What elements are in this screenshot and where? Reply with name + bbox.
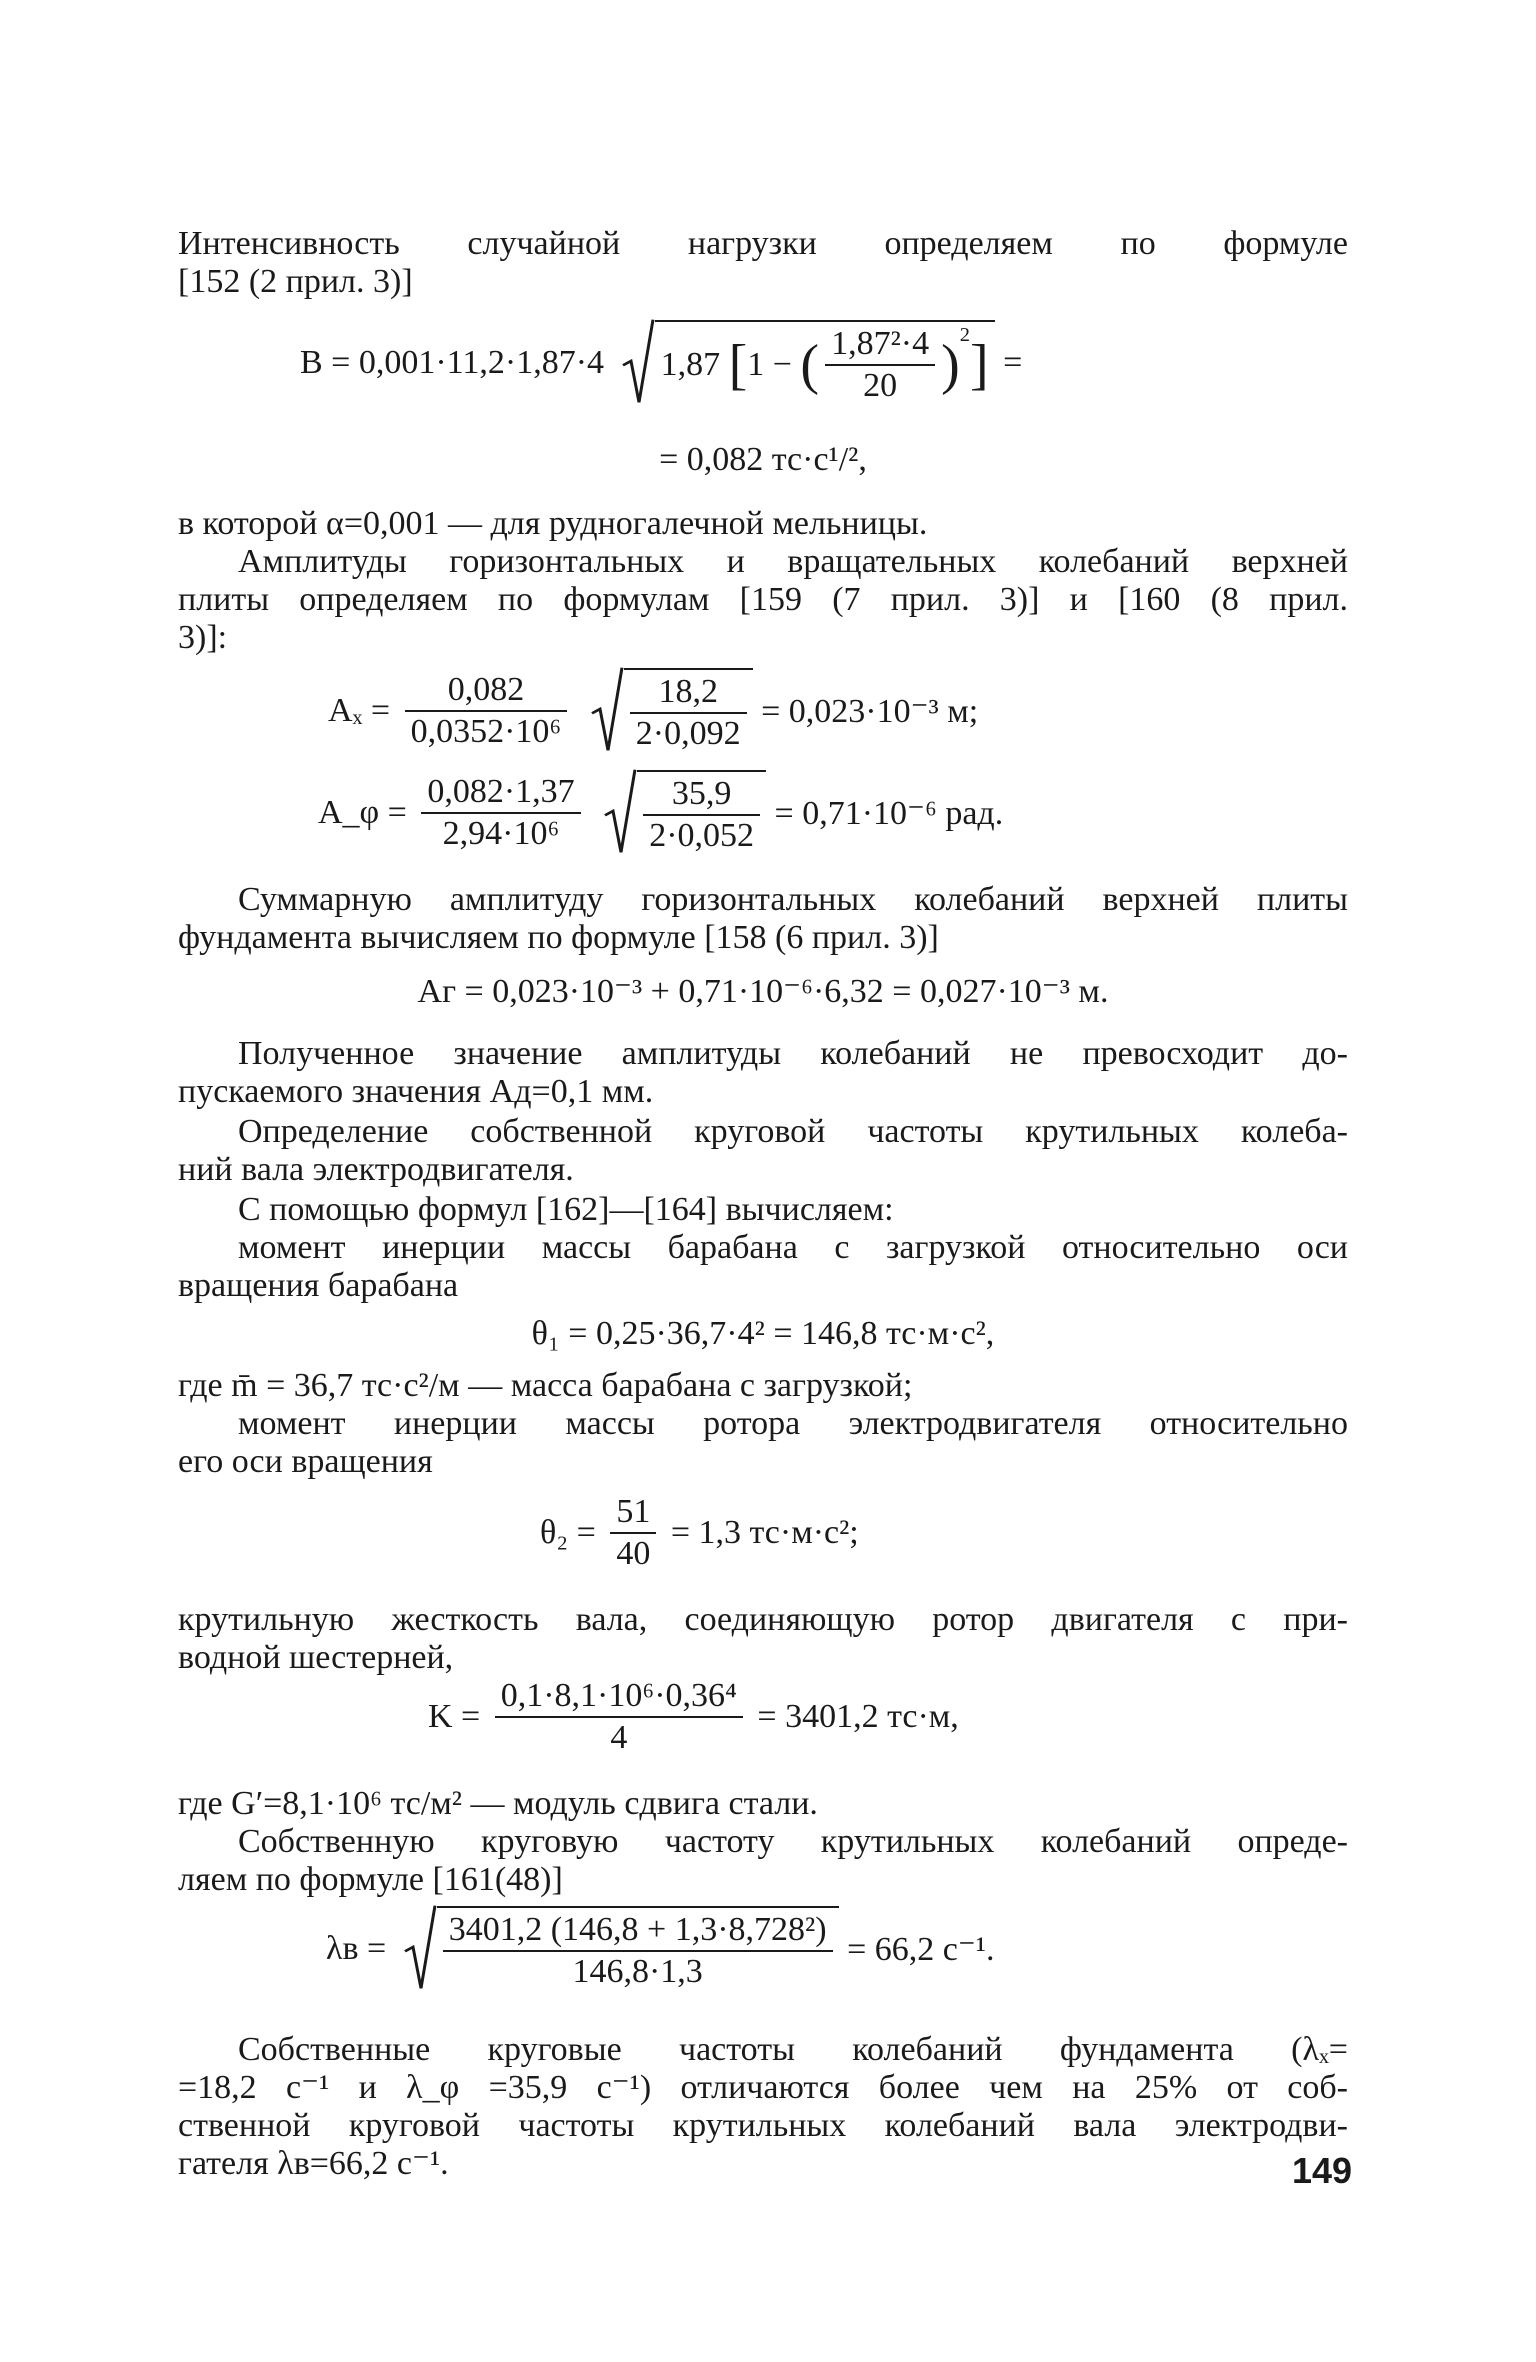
formula-result: = 0,082 тс·с¹/², xyxy=(659,441,867,478)
paragraph-line: его оси вращения xyxy=(178,1443,433,1480)
fraction: $\frac{0,082}{\text{0,0352·10⁶}}$ xyxy=(405,670,568,752)
paragraph-line: момент инерции массы барабана с загрузкой относительно оси xyxy=(238,1229,1348,1266)
formula-theta2 xyxy=(540,1492,1140,1582)
formula-lhs: Aₓ = xyxy=(328,692,391,729)
paragraph-line: С помощью формул [162]—[164] вычисляем: xyxy=(238,1191,894,1228)
paragraph-line: 3)]: xyxy=(178,619,228,656)
fraction: $\frac{\text{1,87²·4}}{20}$ xyxy=(825,324,935,406)
paragraph-line: где G′=8,1·10⁶ тс/м² — модуль сдвига стали. xyxy=(178,1785,818,1822)
formula-lhs: A_φ = xyxy=(318,794,407,831)
formula-result: = 0,023·10⁻³ м; xyxy=(761,693,979,730)
formula-lhs: B = 0,001·11,2·1,87·4 xyxy=(300,344,605,381)
formula-result: = 66,2 с⁻¹. xyxy=(847,1931,995,1968)
formula-theta1: θ₁ = 0,25·36,7·4² = 146,8 тс·м·с², xyxy=(531,1315,995,1352)
formula-lhs: θ₂ = xyxy=(540,1514,596,1551)
paragraph-line: [152 (2 прил. 3)] xyxy=(178,263,413,300)
page-number: 149 xyxy=(1292,2150,1353,2191)
formula-intensity: B = 0,001·11,2·1,87·4 1,87 [1 − ( $\frac{\text{1,87²·4}}{20}$ )$^2$] = xyxy=(300,320,1300,430)
sqrt-expression: $\frac{18,2}{2\cdot 0,092}$ xyxy=(590,668,753,754)
paragraph-line: ственной круговой частоты крутильных колебаний вала электродви- xyxy=(178,2107,1348,2144)
sqrt-expression: 1,87 [1 − ( $\frac{\text{1,87²·4}}{20}$ )$^2$] xyxy=(621,320,995,406)
formula-lhs: K = xyxy=(428,1698,481,1735)
paragraph-line: гателя λв=66,2 с⁻¹. xyxy=(178,2145,449,2182)
fraction: $\frac{\text{0,1·8,1·10⁶·0,36⁴}}{4}$ xyxy=(495,1676,743,1758)
sqrt-expression: $\frac{35,9}{2\cdot 0,052}$ xyxy=(603,770,766,856)
formula-ax xyxy=(328,668,1228,758)
paragraph-line: Интенсивность случайной нагрузки определяем по формуле xyxy=(178,225,1348,262)
paragraph-line: ляем по формуле [161(48)] xyxy=(178,1861,563,1898)
paragraph-line: Амплитуды горизонтальных и вращательных колебаний верхней xyxy=(238,543,1348,580)
formula-lhs: λв = xyxy=(326,1930,387,1967)
paragraph-line: ний вала электродвигателя. xyxy=(178,1151,574,1188)
paragraph-line: пускаемого значения Aд=0,1 мм. xyxy=(178,1073,654,1110)
formula-lambda xyxy=(326,1906,1286,1996)
fraction: $\frac{51}{40}$ xyxy=(610,1492,656,1574)
paragraph-line: фундамента вычисляем по формуле [158 (6 прил. 3)] xyxy=(178,919,939,956)
paragraph-line: плиты определяем по формулам [159 (7 прил. 3)] и [160 (8 прил. xyxy=(178,581,1348,618)
formula-aphi xyxy=(318,770,1238,860)
formula-total-amplitude: Aг = 0,023·10⁻³ + 0,71·10⁻⁶·6,32 = 0,027·10⁻³ м. xyxy=(417,973,1109,1010)
paragraph-line: вращения барабана xyxy=(178,1267,459,1304)
paragraph-line: Суммарную амплитуду горизонтальных колебаний верхней плиты xyxy=(238,881,1348,918)
paragraph-line: Собственную круговую частоту крутильных колебаний опреде- xyxy=(238,1823,1348,1860)
radicand-value: 1,87 xyxy=(660,346,721,383)
formula-result: = 0,71·10⁻⁶ рад. xyxy=(774,795,1004,832)
paragraph-line: Определение собственной круговой частоты крутильных колеба- xyxy=(238,1113,1348,1150)
paragraph-line: Полученное значение амплитуды колебаний не превосходит до- xyxy=(238,1035,1348,1072)
paragraph-line: водной шестерней, xyxy=(178,1639,454,1676)
fraction: $\frac{0,082\cdot 1,37}{\text{2,94·10⁶}}$ xyxy=(421,772,580,854)
formula-result: = 1,3 тс·м·с²; xyxy=(670,1514,859,1551)
formula-stiffness xyxy=(428,1676,1228,1766)
paragraph-line: в которой α=0,001 — для рудногалечной мельницы. xyxy=(178,505,928,542)
paragraph-line: где m̄ = 36,7 тс·с²/м — масса барабана с загрузкой; xyxy=(178,1367,913,1404)
paragraph-line: крутильную жесткость вала, соединяющую ротор двигателя с при- xyxy=(178,1601,1348,1638)
paragraph-line: Собственные круговые частоты колебаний фундамента (λₓ= xyxy=(238,2031,1348,2068)
sqrt-expression: $\frac{\text{3401,2 (146,8 + 1,3·8,728²)}}{146,8\cdot 1,3}$ xyxy=(403,1906,839,1992)
formula-result: = 3401,2 тс·м, xyxy=(757,1698,959,1735)
paragraph-line: =18,2 с⁻¹ и λ_φ =35,9 с⁻¹) отличаются более чем на 25% от соб- xyxy=(178,2069,1348,2106)
paragraph-line: момент инерции массы ротора электродвигателя относительно xyxy=(238,1405,1348,1442)
